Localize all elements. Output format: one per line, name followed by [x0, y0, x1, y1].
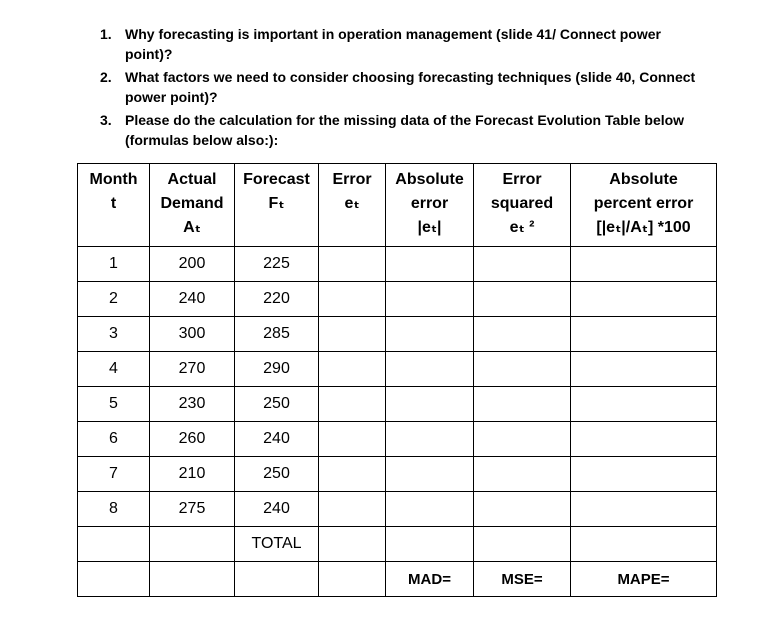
- cell-month: 2: [78, 282, 150, 317]
- cell-absolute-percent-error[interactable]: [571, 317, 717, 352]
- cell-error-squared[interactable]: [474, 352, 571, 387]
- cell-actual-demand: 210: [150, 457, 235, 492]
- cell-error[interactable]: [319, 282, 386, 317]
- question-text: Please do the calculation for the missing data of the Forecast Evolution Table below (formulas below also:):: [125, 112, 685, 148]
- cell-empty: [319, 562, 386, 597]
- question-text: Why forecasting is important in operation management (slide 41/ Connect power point)?: [125, 26, 661, 62]
- cell-absolute-error[interactable]: [386, 387, 474, 422]
- summary-row: [78, 562, 717, 597]
- cell-absolute-error[interactable]: [386, 422, 474, 457]
- cell-actual-demand: 260: [150, 422, 235, 457]
- cell-error[interactable]: [319, 247, 386, 282]
- cell-absolute-error[interactable]: [386, 492, 474, 527]
- mape-label: MAPE=: [571, 562, 717, 597]
- header-forecast: Forecast Fₜ: [235, 164, 319, 247]
- cell-absolute-percent-error[interactable]: [571, 282, 717, 317]
- cell-empty: [78, 527, 150, 562]
- cell-forecast: 290: [235, 352, 319, 387]
- cell-actual-demand: 275: [150, 492, 235, 527]
- cell-error[interactable]: [319, 352, 386, 387]
- header-absolute-error: Absolute error |eₜ|: [386, 164, 474, 247]
- cell-empty: [150, 527, 235, 562]
- table-row: [78, 422, 717, 457]
- cell-month: 8: [78, 492, 150, 527]
- cell-total-error-squared[interactable]: [474, 527, 571, 562]
- cell-forecast: 250: [235, 457, 319, 492]
- header-actual-demand: Actual Demand Aₜ: [150, 164, 235, 247]
- table-row: [78, 457, 717, 492]
- table-row: [78, 282, 717, 317]
- cell-empty: [150, 562, 235, 597]
- cell-empty: [78, 562, 150, 597]
- cell-error-squared[interactable]: [474, 387, 571, 422]
- header-error-squared: Error squared eₜ ²: [474, 164, 571, 247]
- cell-total-absolute-percent-error[interactable]: [571, 527, 717, 562]
- cell-error[interactable]: [319, 492, 386, 527]
- question-item: [100, 110, 700, 150]
- question-list: [100, 24, 700, 150]
- table-row: [78, 492, 717, 527]
- question-number: 3.: [100, 112, 112, 128]
- header-absolute-percent-error: Absolute percent error [|eₜ|/Aₜ] *100: [571, 164, 717, 247]
- cell-month: 7: [78, 457, 150, 492]
- question-number: 1.: [100, 26, 112, 42]
- cell-absolute-percent-error[interactable]: [571, 247, 717, 282]
- question-number: 2.: [100, 69, 112, 85]
- cell-total-absolute-error[interactable]: [386, 527, 474, 562]
- cell-absolute-error[interactable]: [386, 282, 474, 317]
- header-error: Error eₜ: [319, 164, 386, 247]
- cell-month: 4: [78, 352, 150, 387]
- table-row: [78, 352, 717, 387]
- total-label: TOTAL: [235, 527, 319, 562]
- cell-empty: [235, 562, 319, 597]
- cell-actual-demand: 240: [150, 282, 235, 317]
- cell-absolute-error[interactable]: [386, 352, 474, 387]
- table-row: [78, 247, 717, 282]
- header-month: Month t: [78, 164, 150, 247]
- cell-absolute-error[interactable]: [386, 317, 474, 352]
- question-item: [100, 67, 700, 107]
- cell-absolute-error[interactable]: [386, 247, 474, 282]
- cell-actual-demand: 270: [150, 352, 235, 387]
- cell-error[interactable]: [319, 387, 386, 422]
- cell-error-squared[interactable]: [474, 422, 571, 457]
- total-row: [78, 527, 717, 562]
- cell-absolute-error[interactable]: [386, 457, 474, 492]
- cell-forecast: 220: [235, 282, 319, 317]
- cell-forecast: 225: [235, 247, 319, 282]
- cell-error-squared[interactable]: [474, 282, 571, 317]
- cell-actual-demand: 200: [150, 247, 235, 282]
- cell-error-squared[interactable]: [474, 457, 571, 492]
- cell-month: 1: [78, 247, 150, 282]
- cell-month: 5: [78, 387, 150, 422]
- cell-error[interactable]: [319, 317, 386, 352]
- cell-error[interactable]: [319, 422, 386, 457]
- question-item: [100, 24, 700, 64]
- cell-absolute-percent-error[interactable]: [571, 352, 717, 387]
- cell-absolute-percent-error[interactable]: [571, 457, 717, 492]
- cell-forecast: 240: [235, 492, 319, 527]
- mad-label: MAD=: [386, 562, 474, 597]
- cell-error[interactable]: [319, 457, 386, 492]
- cell-actual-demand: 300: [150, 317, 235, 352]
- cell-forecast: 250: [235, 387, 319, 422]
- cell-month: 6: [78, 422, 150, 457]
- cell-error-squared[interactable]: [474, 492, 571, 527]
- cell-forecast: 285: [235, 317, 319, 352]
- table-row: [78, 387, 717, 422]
- table-row: [78, 317, 717, 352]
- question-text: What factors we need to consider choosing forecasting techniques (slide 40, Connect power point)?: [125, 69, 696, 105]
- cell-error-squared[interactable]: [474, 247, 571, 282]
- cell-month: 3: [78, 317, 150, 352]
- cell-actual-demand: 230: [150, 387, 235, 422]
- mse-label: MSE=: [474, 562, 571, 597]
- cell-total-error[interactable]: [319, 527, 386, 562]
- forecast-evolution-table: [77, 163, 717, 597]
- table-header-row: [78, 164, 717, 247]
- cell-error-squared[interactable]: [474, 317, 571, 352]
- cell-absolute-percent-error[interactable]: [571, 387, 717, 422]
- cell-forecast: 240: [235, 422, 319, 457]
- cell-absolute-percent-error[interactable]: [571, 422, 717, 457]
- cell-absolute-percent-error[interactable]: [571, 492, 717, 527]
